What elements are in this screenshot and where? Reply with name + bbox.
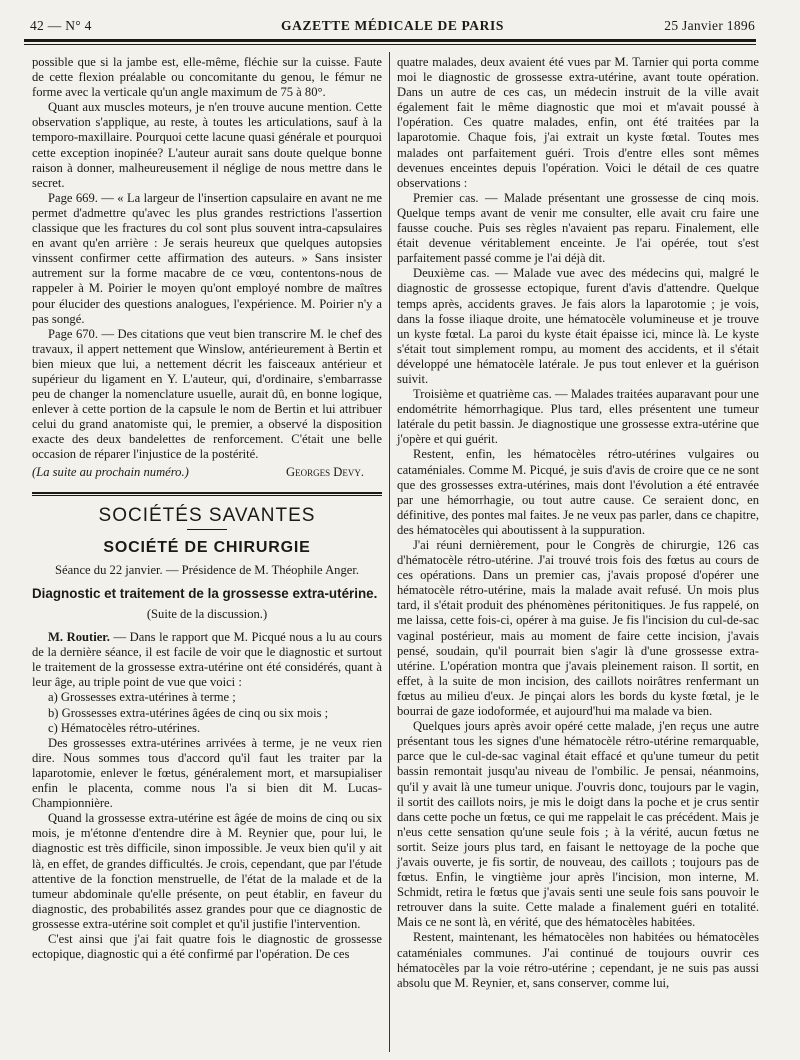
session-line: Séance du 22 janvier. — Présidence de M. Théophile Anger. xyxy=(54,562,360,577)
section-rule xyxy=(32,492,382,494)
continuation-note: (La suite au prochain numéro.) xyxy=(32,464,189,479)
paragraph: Restent, maintenant, les hématocèles non habitées ou hématocèles cataméniales communes. J'ai continué de toujours ouvrir ces hématocèles par la voie rétro-utérine ; cependant, je ne suis pas aussi absolu que M. Reynier, et, sans conserver, comme lui, xyxy=(397,930,759,990)
paragraph: Quant aux muscles moteurs, je n'en trouve aucune mention. Cette observation s'applique, au reste, à toutes les articulations, sauf à la temporo-maxillaire. Pourquoi cette lacune quasi générale et pourquoi cette exception inopinée? L'auteur aurait sans doute quelque bonne raison à donner, malheureusement il néglige de nous mettre dans le secret. xyxy=(32,100,382,190)
paragraph: Restent, enfin, les hématocèles rétro-utérines vulgaires ou cataméniales. Comme M. Picqué, je suis d'avis de croire que ce ne sont que des grossesses extra-utérines, mais dont l'évolution a été entravée par une hémorrhagie, ou tout autre cause. Ce seraient donc, en définitive, des pontes mal faites. Je ne veux pas parler, dans ce chapitre, des hématocèles qui aboutissent à la suppuration. xyxy=(397,447,759,537)
page-number: 42 — N° 4 xyxy=(30,18,92,33)
paragraph: C'est ainsi que j'ai fait quatre fois le diagnostic de grossesse ectopique, diagnostic qui a été confirmé par l'opération. De ces xyxy=(32,931,382,962)
paragraph: quatre malades, deux avaient été vues par M. Tarnier qui porta comme moi le diagnostic de grossesse extra-utérine, avant toute opération. Dans un autre de ces cas, un médecin instruit de la ville avait également fait le même diagnostic que moi et m'avait poussé à l'opération. Ces quatre malades, enfin, ont été traitées par la laparotomie. Chaque fois, j'ai extrait un kyste fœtal. Toutes mes malades ont parfaitement guéri. Trois d'entre elles sont mêmes devenues enceintes depuis l'opération. Voici le détail de ces quatre observations : xyxy=(397,55,759,190)
paragraph: Premier cas. — Malade présentant une grossesse de cinq mois. Quelque temps avant de venir me consulter, elle avait cru faire une fausse couche. Puis ses règles n'avaient pas reparu. Finalement, elle était devenue véritablement enceinte. Je l'ai opérée, tout s'est parfaitement passé comme je l'ai déjà dit. xyxy=(397,190,759,266)
author-signature: Georges Devy. xyxy=(286,464,364,479)
page-header xyxy=(30,14,755,36)
list-item: c) Hématocèles rétro-utérines. xyxy=(48,720,201,735)
paragraph: Quand la grossesse extra-utérine est âgée de moins de cinq ou six mois, je m'étonne d'entendre dire à M. Reynier que, pour lui, le diagnostic est très difficile, sinon impossible. Je veux bien qu'il y ait là, en effet, de grandes difficultés. Je crois, cependant, que par l'étude attentive de la fonction menstruelle, de l'état de la malade et de la tumeur abdominale qu'elle présente, on peut établir, en faveur du diagnostic, des probabilités assez grandes pour que ce diagnostic de grossesse extra-utérine soit complet et qu'il justifie l'intervention. xyxy=(32,811,382,931)
journal-title: GAZETTE MÉDICALE DE PARIS xyxy=(281,18,504,33)
speaker-name: M. Routier. xyxy=(48,630,110,645)
society-title: SOCIÉTÉ DE CHIRURGIE xyxy=(103,538,311,556)
paragraph: Troisième et quatrième cas. — Malades traitées auparavant pour une endométrite hémorrhagique. Plus tard, elles présentent une tumeur latérale du petit bassin. Je diagnostique une grossesse extra-utérine que j'opère et qui guérit. xyxy=(397,387,759,447)
section-rule-thin xyxy=(32,495,382,496)
speaker-paragraph xyxy=(32,630,382,690)
right-column xyxy=(397,55,759,991)
list-item: b) Grossesses extra-utérines âgées de cinq ou six mois ; xyxy=(48,705,329,720)
issue-date: 25 Janvier 1896 xyxy=(664,18,755,33)
header-rule-thin xyxy=(24,44,756,45)
short-rule xyxy=(187,529,227,530)
section-title: SOCIÉTÉS SAVANTES xyxy=(98,504,316,526)
article-footer xyxy=(32,465,382,480)
list-item: a) Grossesses extra-utérines à terme ; xyxy=(48,690,236,705)
speaker-text: — Dans le rapport que M. Picqué nous a lu au cours de la dernière séance, il est facile de voir que le diagnostic et surtout le traitement de la grossesse extra-utérine ont été considérés, quant à leur âge, au triple point de vue que voici : xyxy=(32,630,382,690)
paragraph: possible que si la jambe est, elle-même, fléchie sur la cuisse. Faute de cette flexion préalable ou concomitante du genou, le fémur ne forme avec la verticale qu'un angle maximum de 75 à 80°. xyxy=(32,55,382,100)
paragraph: Quelques jours après avoir opéré cette malade, j'en reçus une autre présentant tous les signes d'une hématocèle rétro-utérine remarquable, parce que le cul-de-sac vaginal était effacé et qu'une tumeur du petit bassin remontait jusqu'au niveau de l'ombilic. Je pensai, néanmoins, qu'il y avait là une tumeur unique. J'ouvris donc, toujours par le vagin, il sortit des caillots noirs, je mis le doigt dans la poche et je crus sentir dans cette poche un fœtus, ce qui me rappelait le cas précédent. Mais je n'eus cette sensation qu'une seule fois ; à la vérité, aucun fœtus ne sortit. Seize jours plus tard, en faisant le nettoyage de la poche que j'avais ouverte, je fis sortir, de nouveau, des caillots ; toujours pas de fœtus. Enfin, le vingtième jour après l'incision, mon interne, M. Schmidt, retira le fœtus que j'avais senti une seule fois sans pouvoir le retrouver dans la suite. Cette malade a finalement guéri en totalité. Mais ce ne sont là, en vérité, que des hématocèles habitées. xyxy=(397,719,759,930)
paragraph: Page 669. — « La largeur de l'insertion capsulaire en avant ne me permet d'admettre qu'avec les plus grandes restrictions l'assertion classique que les fractures du col sont plus souvent intra-capsulaires en avant qu'en arrière : Je serais heureux que quelques autopsies vinssent confirmer cette affirmation des auteurs. » Sans insister autrement sur la forme macabre de ce vœu, contentons-nous de rappeler à M. Poirier le moyen qu'ont employé nombre de maîtres pour élucider des questions analogues, l'expérience. M. Poirier n'y a pas songé. xyxy=(32,190,382,326)
article-title: Diagnostic et traitement de la grossesse extra-utérine. xyxy=(32,585,378,601)
header-rule xyxy=(24,39,756,42)
paragraph: Des grossesses extra-utérines arrivées à terme, je ne veux rien dire. Nous sommes tous d'accord qu'il faut les traiter par la laparotomie, enlever le fœtus, généralement mort, et marsupialiser enfin le placenta, comme nous l'a si bien dit M. Lucas-Championnière. xyxy=(32,735,382,811)
case-list xyxy=(32,690,382,735)
left-column xyxy=(32,55,382,962)
column-divider xyxy=(389,52,390,1052)
paragraph: Page 670. — Des citations que veut bien transcrire M. le chef des travaux, il appert nettement que Winslow, antérieurement à Bertin et bien mieux que lui, a nettement décrit les faisceaux antérieur et supérieur du ligament en Y. L'auteur, qui, d'ordinaire, s'embarrasse peu de changer la nomenclature usuelle, aurait dû, en bonne logique, enlever à cette portion de la capsule le nom de Bertin et lui attribuer celui du grand anatomiste qui, le premier, a observé la disposition exacte des deux bandelettes de renforcement. C'était une belle occasion de réparer l'injustice de la postérité. xyxy=(32,326,382,462)
paragraph: J'ai réuni dernièrement, pour le Congrès de chirurgie, 126 cas d'hématocèle rétro-utérine. J'ai trouvé trois fois des fœtus au cours de ces opérations. Dans un premier cas, j'avais proposé d'opérer une hématocèle rétro-utérine, mais la malade avait refusé. Un mois plus tard, il s'était produit des phénomènes péritonitiques. Je fus rappelé, on me laissa, cette fois-ci, opérer à ma guise. Je fis l'incision du cul-de-sac vaginal postérieur, mais au moment de faire cette incision, j'avais pensé, soudain, qu'il pourrait bien s'agir là d'une grossesse extra-utérine. L'opération montra que j'avais pleinement raison. Il sortit, en effet, à la suite de mon incision, des caillots noirâtres renfermant un fœtus au milieu d'eux. Je pinçai alors les bords du kyste fœtal, je le bourrai de gaze iodoformée, et aujourd'hui ma malade va bien. xyxy=(397,538,759,719)
article-subtitle: (Suite de la discussion.) xyxy=(146,607,268,621)
paragraph: Deuxième cas. — Malade vue avec des médecins qui, malgré le diagnostic de grossesse ectopique, furent d'avis d'attendre. Quelque temps après, accidents graves. Je fais alors la laparotomie ; je vois, dans la fosse iliaque droite, une hématocèle volumineuse et je trouve un kyste fœtal. La paroi du kyste était épaisse ici, mince là. Le kyste s'était tout simplement rompu, au moment des accidents, et il s'était développé une hématocèle latérale. Je pus tout enlever et la guérison suivit. xyxy=(397,266,759,386)
